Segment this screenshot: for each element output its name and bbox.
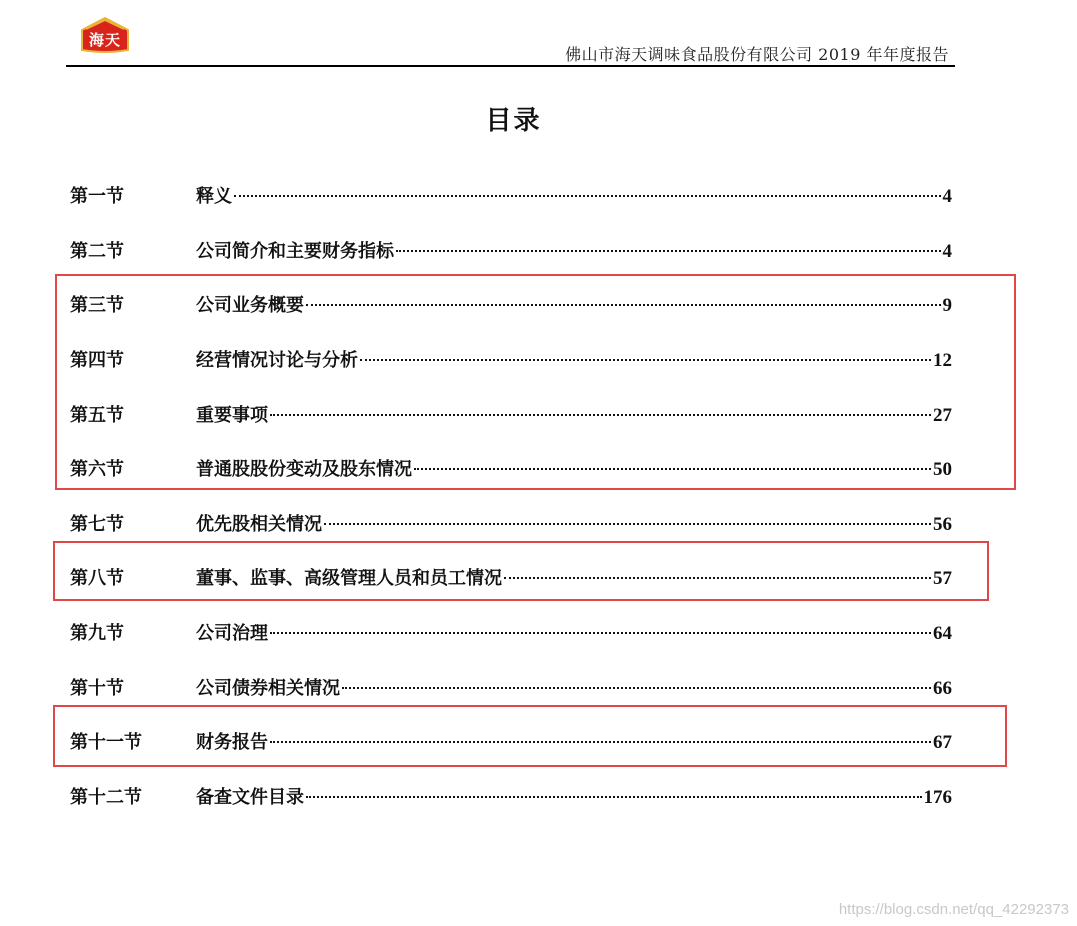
toc-section-title: 董事、监事、高级管理人员和员工情况 <box>196 568 502 590</box>
watermark-text: https://blog.csdn.net/qq_42292373 <box>838 901 1069 918</box>
toc-page-number: 9 <box>942 295 952 317</box>
toc-section-number: 第五节 <box>70 404 124 426</box>
toc-section-title: 重要事项 <box>196 404 268 426</box>
toc-entry-line <box>196 182 952 208</box>
header-divider <box>66 65 955 67</box>
toc-page-number: 176 <box>923 786 952 808</box>
toc-section-number: 第十节 <box>70 677 124 699</box>
toc-title: 目录 <box>485 106 542 136</box>
dot-leader <box>306 796 922 798</box>
toc-page-number: 66 <box>933 677 952 699</box>
dot-leader <box>234 195 941 197</box>
toc-page-number: 4 <box>942 240 952 262</box>
dot-leader <box>396 250 941 252</box>
toc-section-title: 释义 <box>196 186 232 208</box>
company-logo <box>78 14 132 54</box>
toc-page-number: 56 <box>933 513 952 535</box>
toc-entry-line <box>196 510 952 536</box>
highlight-box-section-8 <box>53 541 989 601</box>
toc-page-number: 67 <box>933 732 952 754</box>
toc-section-number: 第九节 <box>70 623 124 645</box>
toc-section-number: 第七节 <box>70 513 124 535</box>
toc-section-title: 经营情况讨论与分析 <box>196 350 358 372</box>
dot-leader <box>324 523 931 525</box>
highlight-box-sections-3-6 <box>55 274 1016 490</box>
toc-page-number: 12 <box>933 350 952 372</box>
toc-entry-12[interactable] <box>70 769 952 824</box>
toc-page-number: 27 <box>933 404 952 426</box>
toc-entry-2[interactable] <box>70 223 952 278</box>
toc-entry-line <box>196 619 952 645</box>
toc-section-number: 第十一节 <box>70 732 142 754</box>
toc-section-number: 第一节 <box>70 186 124 208</box>
toc-section-number: 第三节 <box>70 295 124 317</box>
toc-entry-line <box>196 237 952 263</box>
toc-section-title: 备查文件目录 <box>196 786 304 808</box>
toc-page-number: 57 <box>933 568 952 590</box>
toc-section-title: 公司简介和主要财务指标 <box>196 240 394 262</box>
toc-section-number: 第四节 <box>70 350 124 372</box>
toc-section-title: 公司治理 <box>196 623 268 645</box>
toc-section-title: 公司债券相关情况 <box>196 677 340 699</box>
toc-entry-9[interactable] <box>70 605 952 660</box>
toc-page-number: 64 <box>933 623 952 645</box>
toc-section-number: 第八节 <box>70 568 124 590</box>
report-header-title: 佛山市海天调味食品股份有限公司 2019 年年度报告 <box>565 45 949 64</box>
toc-section-number: 第十二节 <box>70 786 142 808</box>
toc-entry-line <box>196 674 952 700</box>
toc-section-title: 优先股相关情况 <box>196 513 322 535</box>
toc-section-number: 第六节 <box>70 459 124 481</box>
toc-section-number: 第二节 <box>70 240 124 262</box>
toc-section-title: 公司业务概要 <box>196 295 304 317</box>
logo-text: 海天 <box>88 31 121 49</box>
toc-entry-line <box>196 783 952 809</box>
toc-section-title: 普通股股份变动及股东情况 <box>196 459 412 481</box>
toc-page-number: 50 <box>933 459 952 481</box>
dot-leader <box>342 687 931 689</box>
toc-page-number: 4 <box>942 186 952 208</box>
highlight-box-section-11 <box>53 705 1007 767</box>
toc-section-title: 财务报告 <box>196 732 268 754</box>
toc-entry-1[interactable] <box>70 168 952 223</box>
dot-leader <box>270 632 931 634</box>
